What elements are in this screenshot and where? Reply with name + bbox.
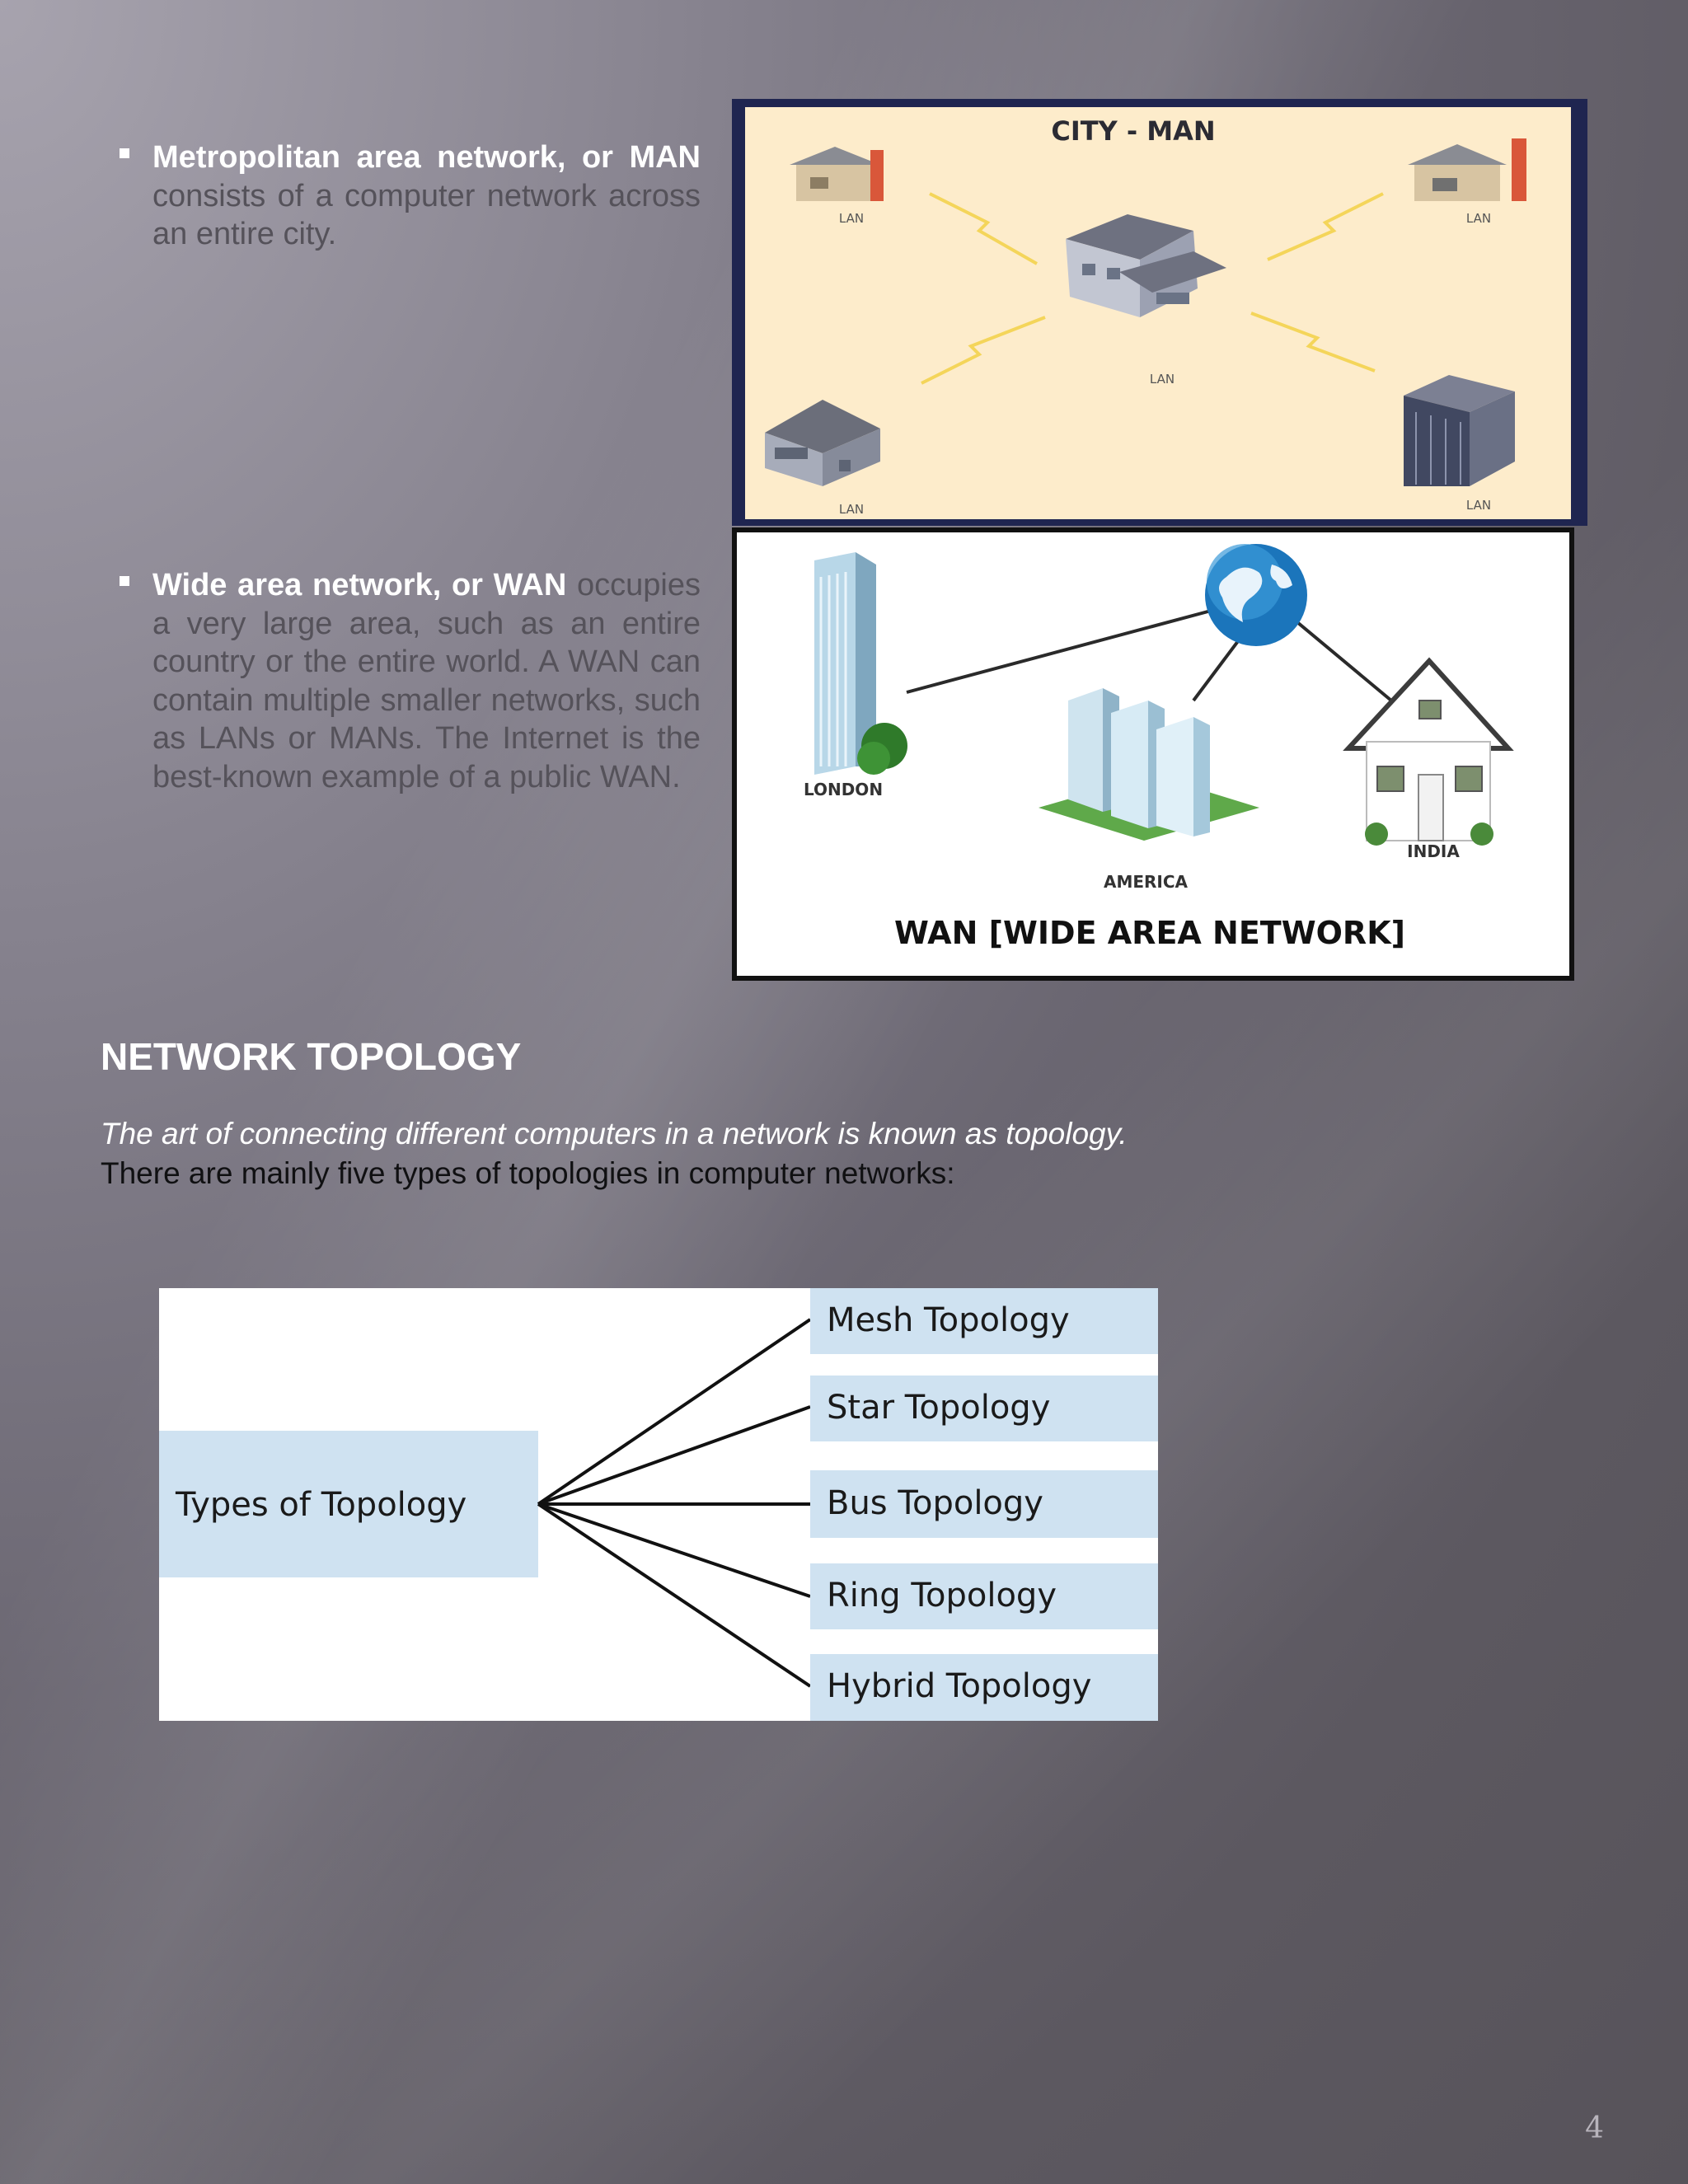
star-topology-label: Star Topology bbox=[827, 1389, 1051, 1427]
ring-topology-label: Ring Topology bbox=[827, 1577, 1057, 1615]
page-number: 4 bbox=[1585, 2111, 1604, 2145]
wan-lead: Wide area network, or WAN bbox=[152, 568, 567, 602]
man-lead: Metropolitan area network, or MAN bbox=[152, 140, 701, 175]
section-heading: NETWORK TOPOLOGY bbox=[101, 1035, 522, 1078]
topology-definition: The art of connecting different computers in a network is known as topology. bbox=[101, 1117, 1128, 1151]
bullet-marker bbox=[120, 576, 129, 586]
globe-icon bbox=[1205, 544, 1307, 646]
bullet-marker bbox=[120, 148, 129, 158]
topology-type bbox=[810, 1376, 1158, 1441]
hybrid-topology-label: Hybrid Topology bbox=[827, 1667, 1092, 1705]
bus-topology-label: Bus Topology bbox=[827, 1484, 1043, 1522]
topology-diagram bbox=[159, 1288, 1158, 1721]
location-label: AMERICA bbox=[1103, 872, 1189, 892]
root-label: Types of Topology bbox=[176, 1486, 467, 1524]
lan-label: LAN bbox=[1465, 211, 1492, 226]
topology-type bbox=[810, 1563, 1158, 1629]
man-title: CITY - MAN bbox=[1051, 115, 1216, 147]
man-text: consists of a computer network across an entire city. bbox=[152, 178, 701, 251]
lan-label: LAN bbox=[838, 211, 865, 226]
lan-label: LAN bbox=[838, 502, 865, 517]
man-bullet bbox=[152, 138, 701, 254]
topology-type bbox=[810, 1470, 1158, 1538]
office-building-icon bbox=[1404, 375, 1515, 486]
wan-title: WAN [WIDE AREA NETWORK] bbox=[893, 915, 1406, 951]
lan-label: LAN bbox=[1149, 372, 1175, 387]
topology-type bbox=[810, 1654, 1158, 1721]
wan-figure bbox=[732, 527, 1574, 981]
topology-intro: There are mainly five types of topologies in computer networks: bbox=[101, 1156, 955, 1190]
wan-text: occupies a very large area, such as an entire country or the entire world. A WAN can contain multiple smaller networks, such as LANs or MANs. The Internet is the best-known example of a public WAN. bbox=[152, 568, 701, 794]
location-label: INDIA bbox=[1407, 841, 1460, 861]
mesh-topology-label: Mesh Topology bbox=[827, 1301, 1070, 1339]
topology-type bbox=[810, 1288, 1158, 1354]
wan-bullet bbox=[152, 566, 701, 796]
location-label: LONDON bbox=[803, 780, 884, 799]
lan-label: LAN bbox=[1465, 498, 1492, 513]
man-figure bbox=[732, 99, 1587, 526]
